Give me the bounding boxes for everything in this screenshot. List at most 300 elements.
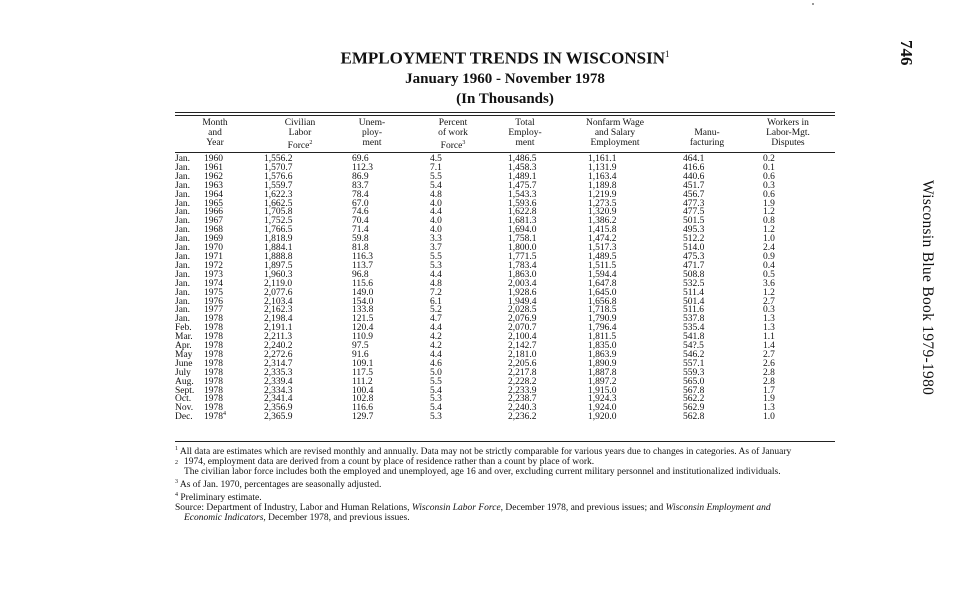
year-cell: 1978 [204, 349, 223, 360]
civilian-cell: 1,622.3 [264, 189, 293, 200]
workers-cell: 0.3 [763, 305, 775, 316]
percent-cell: 5.5 [430, 251, 442, 262]
nonfarm-cell: 1,835.0 [588, 341, 617, 352]
percent-cell: 4.5 [430, 154, 442, 164]
civilian-cell: 2,339.4 [264, 376, 293, 387]
year-cell: 1978 [204, 394, 223, 405]
nonfarm-cell: 1,796.4 [588, 323, 617, 334]
year-cell: 1975 [204, 287, 223, 298]
total-cell: 1,800.0 [508, 243, 537, 254]
percent-cell: 5.0 [430, 367, 442, 378]
unemployment-cell: 112.3 [352, 162, 374, 173]
month-cell: Feb. [175, 323, 192, 334]
footnote-1: $^1$ All data are estimates which are revised monthly and annually. Data may not be strictly comparable for various years due to changes in categories. As of January [175, 446, 792, 458]
nonfarm-cell: 1,489.5 [588, 251, 617, 262]
manufacturing-cell: 477.3 [683, 198, 705, 209]
title-text: EMPLOYMENT TRENDS IN WISCONSIN [340, 48, 665, 68]
unemployment-cell: 97.5 [352, 341, 369, 352]
header-rule [175, 152, 835, 153]
civilian-cell: 2,119.0 [264, 278, 293, 289]
nonfarm-cell: 1,887.8 [588, 367, 617, 378]
year-cell: 1978 [204, 341, 223, 352]
year-footnote-mark: 4 [223, 411, 226, 418]
civilian-cell: 2,365.9 [264, 412, 293, 423]
civilian-cell: 2,356.9 [264, 403, 293, 414]
year-cell: 1971 [204, 251, 223, 262]
nonfarm-cell: 1,320.9 [588, 207, 617, 218]
manufacturing-cell: 451.7 [683, 180, 705, 191]
manufacturing-cell: 537.8 [683, 314, 705, 325]
civilian-cell: 1,818.9 [264, 234, 293, 245]
percent-cell: 5.3 [430, 412, 442, 423]
year-cell: 1978 [204, 323, 223, 334]
manufacturing-cell: 501.5 [683, 216, 705, 227]
table-title-block [175, 44, 835, 109]
unemployment-cell: 129.7 [352, 412, 374, 423]
percent-cell: 7.1 [430, 162, 442, 173]
workers-cell: 0.1 [763, 162, 775, 173]
nonfarm-cell: 1,594.4 [588, 269, 617, 280]
nonfarm-cell: 1,474.2 [588, 234, 617, 245]
header-unemployment: Unem- ploy- ment [358, 118, 386, 148]
table-row [175, 413, 835, 422]
unemployment-cell: 96.8 [352, 269, 369, 280]
percent-cell: 7.2 [430, 287, 442, 298]
unemployment-cell: 71.4 [352, 225, 369, 236]
year-cell: 1978 [204, 403, 223, 414]
nonfarm-cell: 1,920.0 [588, 412, 617, 423]
nonfarm-cell: 1,163.4 [588, 171, 617, 182]
civilian-cell: 1,559.7 [264, 180, 293, 191]
workers-cell: 2.8 [763, 367, 775, 378]
civilian-cell: 1,556.2 [264, 154, 293, 164]
percent-cell: 5.4 [430, 403, 442, 414]
unemployment-cell: 81.8 [352, 243, 369, 254]
footnote-3: $^3$ As of Jan. 1970, percentages are seasonally adjusted. [175, 479, 382, 491]
workers-cell: 1.0 [763, 412, 775, 423]
month-cell: Jan. [175, 216, 191, 227]
percent-cell: 4.4 [430, 269, 442, 280]
unemployment-cell: 100.4 [352, 385, 374, 396]
header-percent-work-force: Percent of work Force$^3$ [438, 118, 468, 152]
manufacturing-cell: 456.7 [683, 189, 705, 200]
civilian-cell: 1,662.5 [264, 198, 293, 209]
total-cell: 1,486.5 [508, 154, 537, 164]
total-cell: 1,783.4 [508, 260, 537, 271]
nonfarm-cell: 1,863.9 [588, 349, 617, 360]
manufacturing-cell: 546.2 [683, 349, 705, 360]
month-cell: Jan. [175, 225, 191, 236]
percent-cell: 4.4 [430, 323, 442, 334]
civilian-cell: 2,191.1 [264, 323, 293, 334]
percent-cell: 3.3 [430, 234, 442, 245]
footnote-4: $^4$ Preliminary estimate. [175, 492, 262, 504]
title-line-2: January 1960 - November 1978 [405, 70, 605, 87]
civilian-cell: 1,752.5 [264, 216, 293, 227]
header-civilian-labor-force: Civilian Labor Force$^2$ [284, 118, 316, 152]
month-cell: May [175, 349, 193, 360]
unemployment-cell: 69.6 [352, 154, 369, 164]
nonfarm-cell: 1,219.9 [588, 189, 617, 200]
unemployment-cell: 110.9 [352, 332, 374, 343]
workers-cell: 1.3 [763, 323, 775, 334]
title-line-1 [175, 44, 835, 69]
unemployment-cell: 120.4 [352, 323, 374, 334]
total-cell: 1,593.6 [508, 198, 537, 209]
month-cell: Jan. [175, 198, 191, 209]
month-cell: Jan. [175, 180, 191, 191]
civilian-cell: 2,314.7 [264, 358, 293, 369]
header-workers-disputes: Workers in Labor-Mgt. Disputes [766, 118, 810, 148]
nonfarm-cell: 1,415.8 [588, 225, 617, 236]
total-cell: 2,028.5 [508, 305, 537, 316]
year-cell: 1969 [204, 234, 223, 245]
percent-cell: 4.0 [430, 216, 442, 227]
header-month-year: Month and Year [202, 118, 228, 148]
total-cell: 1,489.1 [508, 171, 537, 182]
percent-cell: 4.8 [430, 278, 442, 289]
total-cell: 1,681.3 [508, 216, 537, 227]
header-manufacturing: Manu- facturing [689, 128, 725, 148]
year-cell: 1964 [204, 189, 223, 200]
year-cell: 1965 [204, 198, 223, 209]
running-side-title: Wisconsin Blue Book 1979-1980 [919, 180, 936, 396]
unemployment-cell: 117.5 [352, 367, 374, 378]
unemployment-cell: 109.1 [352, 358, 374, 369]
month-cell: Jan. [175, 171, 191, 182]
percent-cell: 4.2 [430, 332, 442, 343]
workers-cell: 1.3 [763, 314, 775, 325]
percent-cell: 6.1 [430, 296, 442, 307]
footnote-1-cont: 2 1974, employment data are derived from a count by place of residence rather than a count by place of work. [175, 457, 595, 468]
workers-cell: 1.2 [763, 207, 775, 218]
header-total-employment: Total Employ- ment [508, 118, 542, 148]
total-cell: 1,694.0 [508, 225, 537, 236]
manufacturing-cell: 559.3 [683, 367, 705, 378]
source-line-1: Source: Department of Industry, Labor and Human Relations, Wisconsin Labor Force, December 1978, and previous issues; and Wisconsin Employment and [175, 503, 771, 514]
percent-cell: 5.5 [430, 171, 442, 182]
header-nonfarm-employment: Nonfarm Wage and Salary Employment [586, 118, 644, 148]
unemployment-cell: 111.2 [352, 376, 373, 387]
manufacturing-cell: 501.4 [683, 296, 705, 307]
workers-cell: 0.8 [763, 216, 775, 227]
month-cell: Nov. [175, 403, 194, 414]
manufacturing-cell: 508.8 [683, 269, 705, 280]
total-cell: 1,949.4 [508, 296, 537, 307]
unemployment-cell: 102.8 [352, 394, 374, 405]
workers-cell: 1.7 [763, 385, 775, 396]
nonfarm-cell: 1,897.2 [588, 376, 617, 387]
nonfarm-cell: 1,924.0 [588, 403, 617, 414]
workers-cell: 3.6 [763, 278, 775, 289]
total-cell: 2,233.9 [508, 385, 537, 396]
unemployment-cell: 115.6 [352, 278, 374, 289]
month-cell: Jan. [175, 251, 191, 262]
workers-cell: 0.5 [763, 269, 775, 280]
total-cell: 2,070.7 [508, 323, 537, 334]
total-cell: 2,205.6 [508, 358, 537, 369]
manufacturing-cell: 557.1 [683, 358, 705, 369]
total-cell: 2,236.2 [508, 412, 537, 423]
top-double-rule-1 [175, 112, 835, 113]
workers-cell: 0.6 [763, 171, 775, 182]
total-cell: 2,181.0 [508, 349, 537, 360]
year-cell: 1960 [204, 154, 223, 164]
manufacturing-cell: 495.3 [683, 225, 705, 236]
unemployment-cell: 70.4 [352, 216, 369, 227]
manufacturing-cell: 535.4 [683, 323, 705, 334]
title-line-3: (In Thousands) [456, 90, 554, 107]
year-cell: 1976 [204, 296, 223, 307]
month-cell: Apr. [175, 341, 192, 352]
total-cell: 2,142.7 [508, 341, 537, 352]
year-cell: 1972 [204, 260, 223, 271]
total-cell: 2,238.7 [508, 394, 537, 405]
manufacturing-cell: 567.8 [683, 385, 705, 396]
civilian-cell: 1,888.8 [264, 251, 293, 262]
unemployment-cell: 83.7 [352, 180, 369, 191]
manufacturing-cell: 565.0 [683, 376, 705, 387]
year-cell: 1966 [204, 207, 223, 218]
civilian-cell: 2,240.2 [264, 341, 293, 352]
nonfarm-cell: 1,647.8 [588, 278, 617, 289]
year-cell: 1974 [204, 278, 223, 289]
workers-cell: 0.3 [763, 180, 775, 191]
civilian-cell: 2,334.3 [264, 385, 293, 396]
workers-cell: 2.6 [763, 358, 775, 369]
total-cell: 1,475.7 [508, 180, 537, 191]
unemployment-cell: 121.5 [352, 314, 374, 325]
nonfarm-cell: 1,161.1 [588, 154, 617, 164]
month-cell: Jan. [175, 162, 191, 173]
manufacturing-cell: 562.2 [683, 394, 705, 405]
percent-cell: 5.3 [430, 260, 442, 271]
month-cell: Jan. [175, 243, 191, 254]
total-cell: 1,771.5 [508, 251, 537, 262]
month-cell: July [175, 367, 191, 378]
unemployment-cell: 59.8 [352, 234, 369, 245]
month-cell: Jan. [175, 207, 191, 218]
nonfarm-cell: 1,890.9 [588, 358, 617, 369]
unemployment-cell: 74.6 [352, 207, 369, 218]
nonfarm-cell: 1,273.5 [588, 198, 617, 209]
percent-cell: 4.2 [430, 341, 442, 352]
unemployment-cell: 78.4 [352, 189, 369, 200]
manufacturing-cell: 464.1 [683, 154, 705, 164]
year-cell: 1978 [204, 367, 223, 378]
month-cell: Jan. [175, 305, 191, 316]
civilian-cell: 1,960.3 [264, 269, 293, 280]
percent-cell: 4.0 [430, 225, 442, 236]
civilian-cell: 1,884.1 [264, 243, 293, 254]
workers-cell: 1.0 [763, 234, 775, 245]
civilian-cell: 1,897.5 [264, 260, 293, 271]
month-cell: Jan. [175, 278, 191, 289]
source-line-2: Economic Indicators, December 1978, and previous issues. [184, 513, 410, 524]
civilian-cell: 1,766.5 [264, 225, 293, 236]
total-cell: 1,928.6 [508, 287, 537, 298]
year-cell: 1967 [204, 216, 223, 227]
unemployment-cell: 133.8 [352, 305, 374, 316]
workers-cell: 1.1 [763, 332, 775, 343]
total-cell: 2,076.9 [508, 314, 537, 325]
workers-cell: 1.3 [763, 403, 775, 414]
unemployment-cell: 113.7 [352, 260, 374, 271]
total-cell: 1,622.8 [508, 207, 537, 218]
month-cell: Oct. [175, 394, 192, 405]
month-cell: Jan. [175, 287, 191, 298]
workers-cell: 1.2 [763, 225, 775, 236]
workers-cell: 0.6 [763, 189, 775, 200]
employment-data-table [175, 155, 835, 422]
manufacturing-cell: 471.7 [683, 260, 705, 271]
workers-cell: 0.2 [763, 154, 775, 164]
civilian-cell: 2,272.6 [264, 349, 293, 360]
manufacturing-cell: 54?.5 [683, 341, 704, 352]
percent-cell: 5.4 [430, 385, 442, 396]
unemployment-cell: 116.3 [352, 251, 374, 262]
workers-cell: 2.8 [763, 376, 775, 387]
month-cell: Jan. [175, 269, 191, 280]
nonfarm-cell: 1,811.5 [588, 332, 617, 343]
year-cell: 1978 [204, 376, 223, 387]
year-cell: 1961 [204, 162, 223, 173]
percent-cell: 4.4 [430, 349, 442, 360]
year-cell: 1962 [204, 171, 223, 182]
manufacturing-cell: 532.5 [683, 278, 705, 289]
nonfarm-cell: 1,645.0 [588, 287, 617, 298]
civilian-cell: 1,576.6 [264, 171, 293, 182]
manufacturing-cell: 511.4 [683, 287, 705, 298]
nonfarm-cell: 1,386.2 [588, 216, 617, 227]
manufacturing-cell: 562.8 [683, 412, 705, 423]
bottom-rule [175, 441, 835, 442]
nonfarm-cell: 1,924.3 [588, 394, 617, 405]
month-cell: Jan. [175, 296, 191, 307]
percent-cell: 4.7 [430, 314, 442, 325]
year-cell: 1978 [204, 385, 223, 396]
year-cell: 1968 [204, 225, 223, 236]
top-double-rule-2 [175, 115, 835, 116]
manufacturing-cell: 511.6 [683, 305, 705, 316]
percent-cell: 5.2 [430, 305, 442, 316]
workers-cell: 1.4 [763, 341, 775, 352]
workers-cell: 1.9 [763, 394, 775, 405]
unemployment-cell: 67.0 [352, 198, 369, 209]
nonfarm-cell: 1,790.9 [588, 314, 617, 325]
percent-cell: 4.6 [430, 358, 442, 369]
unemployment-cell: 86.9 [352, 171, 369, 182]
year-cell: 1963 [204, 180, 223, 191]
civilian-cell: 2,335.3 [264, 367, 293, 378]
workers-cell: 0.4 [763, 260, 775, 271]
unemployment-cell: 116.6 [352, 403, 374, 414]
month-cell: June [175, 358, 193, 369]
manufacturing-cell: 512.2 [683, 234, 705, 245]
workers-cell: 1.9 [763, 198, 775, 209]
civilian-cell: 2,341.4 [264, 394, 293, 405]
civilian-cell: 2,077.6 [264, 287, 293, 298]
civilian-cell: 2,162.3 [264, 305, 293, 316]
total-cell: 1,758.1 [508, 234, 537, 245]
percent-cell: 3.7 [430, 243, 442, 254]
percent-cell: 4.0 [430, 198, 442, 209]
total-cell: 2,217.8 [508, 367, 537, 378]
unemployment-cell: 149.0 [352, 287, 374, 298]
nonfarm-cell: 1,656.8 [588, 296, 617, 307]
month-cell: Jan. [175, 234, 191, 245]
percent-cell: 5.4 [430, 180, 442, 191]
nonfarm-cell: 1,511.5 [588, 260, 617, 271]
civilian-cell: 1,570.7 [264, 162, 293, 173]
total-cell: 2,228.2 [508, 376, 537, 387]
nonfarm-cell: 1,718.5 [588, 305, 617, 316]
total-cell: 2,100.4 [508, 332, 537, 343]
workers-cell: 2.4 [763, 243, 775, 254]
month-cell: Dec. [175, 412, 193, 423]
year-cell: 1973 [204, 269, 223, 280]
total-cell: 1,458.3 [508, 162, 537, 173]
footnote-2: The civilian labor force includes both the employed and unemployed, age 16 and over, excluding current military personnel and institutionalized individuals. [184, 467, 781, 478]
percent-cell: 5.5 [430, 376, 442, 387]
month-cell: Jan. [175, 314, 191, 325]
percent-cell: 5.3 [430, 394, 442, 405]
nonfarm-cell: 1,915.0 [588, 385, 617, 396]
civilian-cell: 2,198.4 [264, 314, 293, 325]
month-cell: Mar. [175, 332, 193, 343]
nonfarm-cell: 1,517.3 [588, 243, 617, 254]
unemployment-cell: 91.6 [352, 349, 369, 360]
page-number: 746 [897, 40, 916, 66]
month-cell: Sept. [175, 385, 195, 396]
total-cell: 2,003.4 [508, 278, 537, 289]
unemployment-cell: 154.0 [352, 296, 374, 307]
workers-cell: 0.9 [763, 251, 775, 262]
civilian-cell: 1,705.8 [264, 207, 293, 218]
nonfarm-cell: 1,189.8 [588, 180, 617, 191]
year-cell: 1978 [204, 332, 223, 343]
manufacturing-cell: 562.9 [683, 403, 705, 414]
month-cell: Jan. [175, 154, 191, 164]
manufacturing-cell: 416.6 [683, 162, 705, 173]
total-cell: 1,863.0 [508, 269, 537, 280]
month-cell: Jan. [175, 189, 191, 200]
footnotes [175, 444, 840, 523]
year-cell: 1970 [204, 243, 223, 254]
manufacturing-cell: 477.5 [683, 207, 705, 218]
workers-cell: 2.7 [763, 349, 775, 360]
year-cell: 1977 [204, 305, 223, 316]
civilian-cell: 2,211.3 [264, 332, 293, 343]
manufacturing-cell: 541.8 [683, 332, 705, 343]
total-cell: 2,240.3 [508, 403, 537, 414]
manufacturing-cell: 440.6 [683, 171, 705, 182]
nonfarm-cell: 1,131.9 [588, 162, 617, 173]
percent-cell: 4.4 [430, 207, 442, 218]
manufacturing-cell: 475.3 [683, 251, 705, 262]
month-cell: Jan. [175, 260, 191, 271]
total-cell: 1,543.3 [508, 189, 537, 200]
manufacturing-cell: 514.0 [683, 243, 705, 254]
year-cell: 1978 [204, 314, 223, 325]
title-footnote-mark: 1 [665, 49, 670, 59]
workers-cell: 2.7 [763, 296, 775, 307]
civilian-cell: 2,103.4 [264, 296, 293, 307]
percent-cell: 4.8 [430, 189, 442, 200]
month-cell: Aug. [175, 376, 194, 387]
year-cell: 1978 [204, 358, 223, 369]
scan-speck [812, 3, 814, 5]
